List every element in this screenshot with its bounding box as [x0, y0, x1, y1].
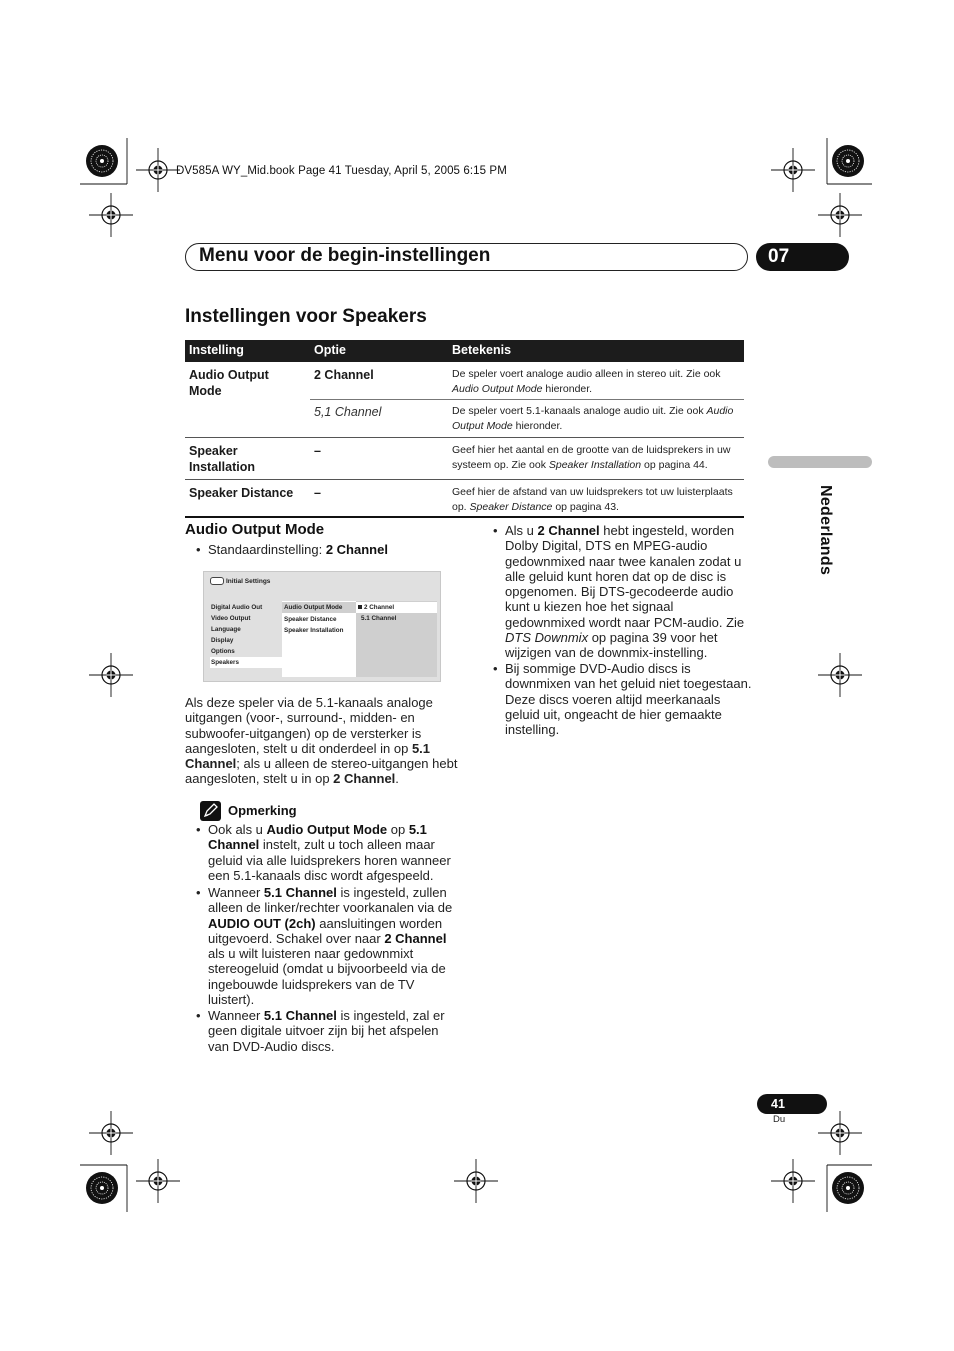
disc-icon [210, 577, 224, 585]
settings-table [185, 340, 744, 518]
row-meaning: Geef hier de afstand van uw luidsprekers tot uw luisterplaats op. Speaker Distance op pagina 43. [452, 486, 733, 513]
default-setting: • Standaardinstelling: 2 Channel [208, 542, 458, 557]
row-separator [310, 399, 744, 400]
note-pencil-icon [200, 801, 221, 821]
table-bottom-rule [185, 516, 744, 518]
row-option: 5,1 Channel [314, 405, 382, 419]
table-row [185, 438, 744, 480]
side-tab [768, 456, 872, 468]
menu-item: Video Output [211, 615, 251, 622]
note-bullet: • Ook als u Audio Output Mode op 5.1 Channel instelt, zult u toch alleen maar geluid via alle luidsprekers horen wanneer een 5.1-kanaals disc wordt afgespeeld. [208, 822, 460, 883]
table-row [185, 480, 744, 516]
row-meaning: De speler voert analoge audio alleen in stereo uit. Zie ook Audio Output Mode hieronder. [452, 368, 721, 395]
chapter-title: Menu voor de begin-instellingen [199, 245, 491, 266]
table-row [185, 362, 744, 438]
row-setting: Speaker Distance [189, 486, 294, 500]
page-language-code: Du [773, 1114, 786, 1125]
table-header [185, 340, 744, 362]
menu-item: Options [211, 648, 235, 655]
settings-screen [203, 571, 441, 682]
menu-item: Language [211, 626, 241, 633]
selected-marker-icon [358, 605, 362, 609]
audio-output-paragraph: Als deze speler via de 5.1-kanaals analoge uitgangen (voor-, surround-, midden- en subwoofer-uitgangen) op de versterker is aangesloten, stelt u dit onderdeel in op 5.1 Channel; als u alleen de stereo-uitgangen hebt aangesloten, stelt u in op 2 Channel. [185, 695, 458, 787]
row-option: – [314, 444, 321, 458]
menu-item-selected: Speakers [210, 657, 282, 668]
row-option: – [314, 486, 321, 500]
side-language-label: Nederlands [817, 485, 834, 576]
screen-options [356, 601, 437, 677]
note-bullet: • Wanneer 5.1 Channel is ingesteld, zal er geen digitale uitvoer zijn bij het afspelen van DVD-Audio discs. [208, 1008, 460, 1054]
header-betekenis: Betekenis [452, 343, 512, 357]
row-setting: Speaker Installation [189, 444, 255, 474]
menu-item: Display [211, 637, 234, 644]
note-bullet: • Wanneer 5.1 Channel is ingesteld, zullen alleen de linker/rechter voorkanalen via de AUDIO OUT (2ch) aansluitingen worden uitgevoerd. Schakel over naar 2 Channel als u wilt luisteren naar gedownmixt stereogeluid (omdat u bijvoorbeeld via de ingebouwde luidsprekers van de TV luistert). [208, 885, 460, 1007]
screen-menu [210, 602, 282, 668]
chapter-number: 07 [756, 243, 849, 271]
book-header: DV585A WY_Mid.book Page 41 Tuesday, April 5, 2005 6:15 PM [176, 165, 507, 177]
page-number: 41 [757, 1094, 827, 1114]
menu-item: Digital Audio Out [211, 604, 263, 611]
right-bullet: • Bij sommige DVD-Audio discs is downmixen van het geluid niet toegestaan. Deze discs voeren altijd meerkanaals geluid uit, ongeacht de hier gemaakte instelling. [505, 661, 757, 737]
audio-output-title: Audio Output Mode [185, 521, 325, 538]
screen-submenu [282, 601, 356, 677]
section-title: Instellingen voor Speakers [185, 306, 427, 327]
option-item: 5.1 Channel [361, 615, 397, 622]
submenu-item: Speaker Distance [284, 616, 337, 623]
row-option: 2 Channel [314, 368, 374, 382]
option-selected: 2 Channel [356, 602, 437, 613]
right-bullet: • Als u 2 Channel hebt ingesteld, worden Dolby Digital, DTS en MPEG-audio gedownmixed naar twee kanalen zodat u alle geluid kunt horen dat op de disc is opgenomen. Bij DTS-gecodeerde audio kunt u kiezen hoe het signaal gedownmixed wordt naar PCM-audio. Zie DTS Downmix op pagina 39 voor het wijzigen van de downmix-instelling. [505, 523, 757, 661]
note-title: Opmerking [228, 803, 297, 818]
header-instelling: Instelling [189, 343, 244, 357]
screen-header: Initial Settings [226, 578, 271, 585]
submenu-item-selected: Audio Output Mode [282, 602, 356, 613]
row-meaning: De speler voert 5.1-kanaals analoge audio uit. Zie ook Audio Output Mode hieronder. [452, 405, 734, 432]
submenu-item: Speaker Installation [284, 627, 344, 634]
header-optie: Optie [314, 343, 346, 357]
row-meaning: Geef hier het aantal en de grootte van de luidsprekers in uw systeem op. Zie ook Speaker Installation op pagina 44. [452, 444, 731, 471]
row-setting: Audio Output Mode [189, 368, 269, 398]
